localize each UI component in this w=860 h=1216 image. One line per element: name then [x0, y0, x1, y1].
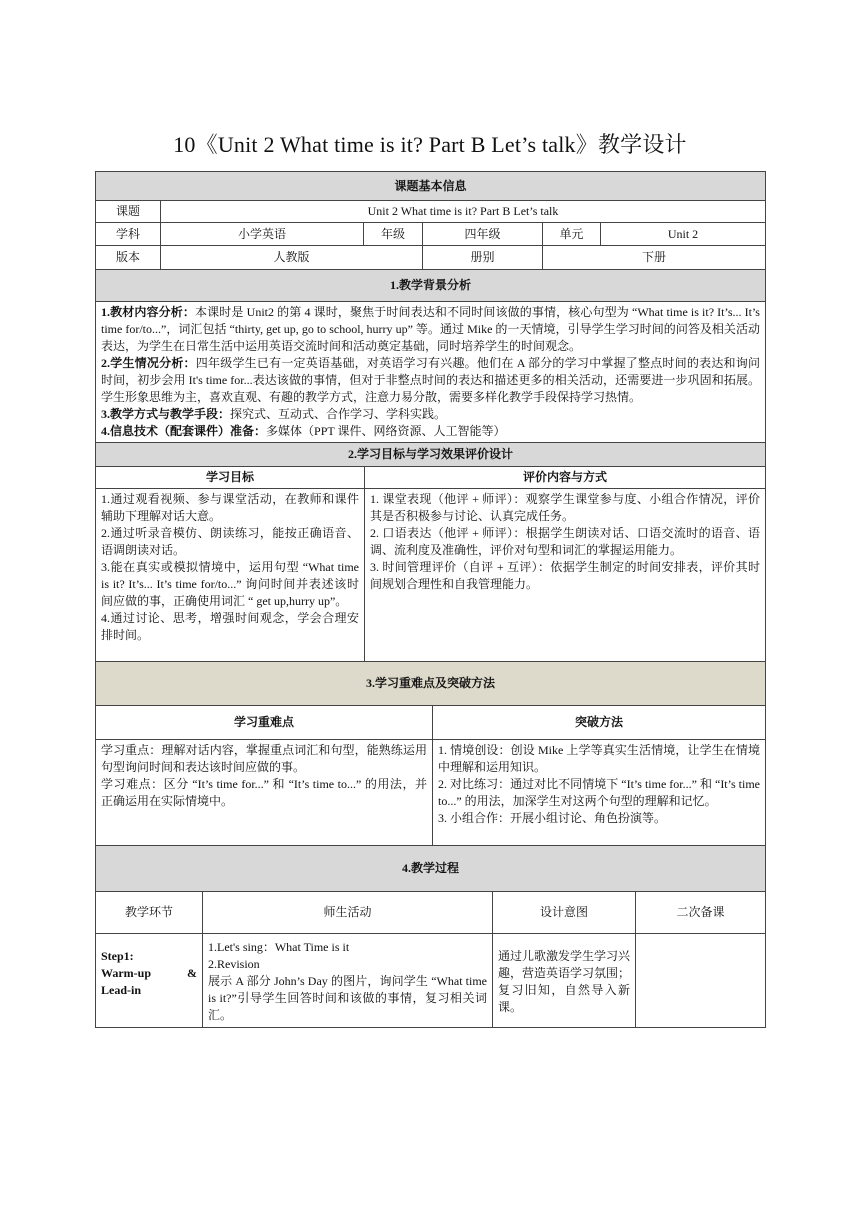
- volume-value: 下册: [542, 246, 765, 269]
- notes-col-header: 二次备课: [635, 892, 765, 933]
- goals-header-row: [96, 442, 765, 466]
- material-analysis: 1.教材内容分析：本课时是 Unit2 的第 4 课时，聚焦于时间表达和不同时间该做的事情，核心句型为 “What time is it? It’s... It’s time for/to...”，词汇包括 “thirty, get up, go to school, hurry up” 等。通过 Mike 的一天情境，引导学生学习时间的问答及相关活动表达，为学生在日常生活中运用英语交流时间和活动奠定基础，同时培养学生的时间观念。: [101, 305, 760, 353]
- evaluation-item: 1. 课堂表现（他评 + 师评）：观察学生课堂参与度、小组合作情况，评价其是否积极参与讨论、认真完成任务。: [370, 492, 760, 523]
- method-item: 2. 对比练习：通过对比不同情境下 “It’s time for...” 和 “It’s time to...” 的用法，加深学生对这两个句型的理解和记忆。: [438, 777, 760, 808]
- stage-col-header: 教学环节: [124, 905, 173, 919]
- intent-col-header: 设计意图: [492, 892, 635, 933]
- edition-value: 人教版: [160, 246, 422, 269]
- methods-col-header: 突破方法: [432, 706, 765, 739]
- subject-row: [96, 222, 765, 245]
- methods-list: [432, 740, 765, 845]
- topic-row: [96, 200, 765, 222]
- page-title: 10《Unit 2 What time is it? Part B Let’s talk》教学设计: [173, 132, 687, 157]
- method-item: 1. 情境创设：创设 Mike 上学等真实生活情境，让学生在情境中理解和运用知识。: [438, 743, 760, 774]
- step1-stage: Step1: Warm-up & Lead-in: [101, 949, 197, 997]
- process-col-header-row: [96, 891, 765, 933]
- goal-item: 4.通过讨论、思考，增强时间观念，学会合理安排时间。: [101, 611, 359, 642]
- unit-label: 单元: [542, 223, 600, 245]
- it-preparation: 4.信息技术（配套课件）准备：多媒体（PPT 课件、网络资源、人工智能等）: [101, 424, 506, 438]
- evaluation-item: 3. 时间管理评价（自评 + 互评）：依据学生制定的时间安排表，评价其时间规划合理性和自我管理能力。: [370, 560, 760, 591]
- edition-label: 版本: [115, 250, 140, 264]
- step1-intent: 通过儿歌激发学生学习兴趣，营造英语学习氛围；复习旧知，自然导入新课。: [492, 934, 635, 1027]
- goal-item: 3.能在真实或模拟情境中，运用句型 “What time is it? It’s... It’s time for/to...” 询问时间并表述该时间应做的事，正确使用词汇 “ get up,hurry up”。: [101, 560, 359, 608]
- goals-list: [96, 489, 364, 661]
- keypoint-item: 学习难点：区分 “It’s time for...” 和 “It’s time to...” 的用法，并正确运用在实际情境中。: [101, 777, 427, 808]
- background-content-row: [96, 301, 765, 442]
- goals-col-header-row: [96, 466, 765, 488]
- grade-value: 四年级: [422, 223, 542, 245]
- goals-header: 2.学习目标与学习效果评价设计: [96, 443, 765, 466]
- evaluation-list: [364, 489, 765, 661]
- unit-value: Unit 2: [600, 223, 765, 245]
- background-header-row: [96, 269, 765, 301]
- keypoints-header-row: [96, 661, 765, 705]
- student-analysis: 2.学生情况分析：四年级学生已有一定英语基础，对英语学习有兴趣。他们在 A 部分的学习中掌握了整点时间的表达和询问时间，初步会用 It's time for...表达该做的事情，但对于非整点时间的表达和描述更多的相关活动，还需要进一步巩固和拓展。学生形象思维为主，喜欢直观、有趣的教学方式，注意力易分散，需要多样化教学手段保持学习热情。: [101, 356, 760, 404]
- evaluation-col-header: 评价内容与方式: [364, 467, 765, 488]
- basic-info-header: 课题基本信息: [96, 172, 765, 200]
- subject-value: 小学英语: [160, 223, 363, 245]
- process-header-row: [96, 845, 765, 891]
- goals-col-header: 学习目标: [205, 470, 254, 484]
- keypoints-col-header: 学习重难点: [233, 715, 294, 729]
- basic-info-header-row: [96, 172, 765, 200]
- topic-label: 课题: [115, 204, 140, 218]
- method-item: 3. 小组合作：开展小组讨论、角色扮演等。: [438, 811, 667, 825]
- edition-row: [96, 245, 765, 269]
- step1-activity: 1.Let's sing：What Time is it 2.Revision 展示 A 部分 John’s Day 的图片，询问学生 “What time is it?”引导学生回答时间和该做的事情，复习相关词汇。: [202, 934, 492, 1027]
- keypoints-header: 3.学习重难点及突破方法: [96, 662, 765, 705]
- grade-label: 年级: [363, 223, 422, 245]
- topic-value: Unit 2 What time is it? Part B Let’s talk: [160, 201, 765, 222]
- goal-item: 1.通过观看视频、参与课堂活动，在教师和课件辅助下理解对话大意。: [101, 492, 359, 523]
- activity-col-header: 师生活动: [202, 892, 492, 933]
- keypoints-content-row: [96, 739, 765, 845]
- keypoints-list: [96, 740, 432, 845]
- keypoint-item: 学习重点：理解对话内容，掌握重点词汇和句型，能熟练运用句型询问时间和表达该时间应做的事。: [101, 743, 427, 774]
- background-content: [96, 302, 765, 442]
- subject-label: 学科: [115, 226, 140, 241]
- keypoints-col-header-row: [96, 705, 765, 739]
- goal-item: 2.通过听录音模仿、朗读练习，能按正确语音、语调朗读对话。: [101, 526, 359, 557]
- volume-label: 册别: [422, 246, 542, 269]
- goals-content-row: [96, 488, 765, 661]
- step1-row: [96, 933, 765, 1027]
- evaluation-item: 2. 口语表达（他评 + 师评）：根据学生朗读对话、口语交流时的语音、语调、流利度及准确性，评价对句型和词汇的掌握运用能力。: [370, 526, 760, 557]
- teaching-methods: 3.教学方式与教学手段：探究式、互动式、合作学习、学科实践。: [101, 407, 447, 421]
- background-header: 1.教学背景分析: [96, 270, 765, 301]
- lesson-plan-table: [95, 171, 766, 1028]
- process-header: 4.教学过程: [96, 846, 765, 891]
- step1-notes: [635, 934, 765, 1027]
